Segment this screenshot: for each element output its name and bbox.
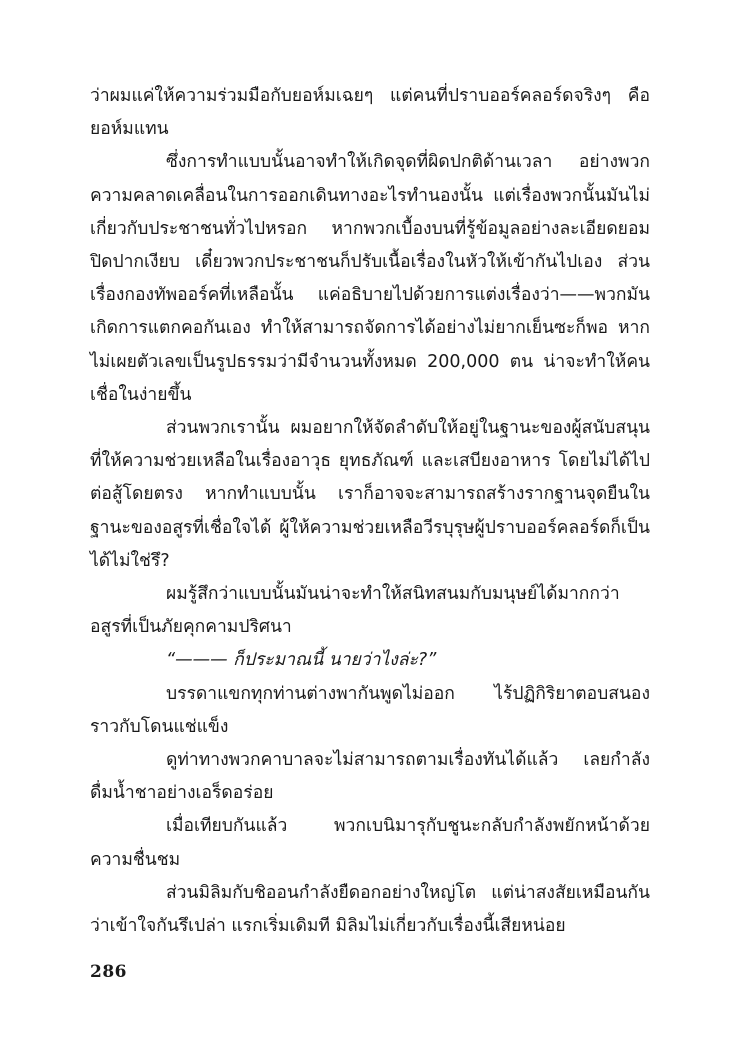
paragraph-4: ผมรู้สึกว่าแบบนั้นมันน่าจะทำให้สนิทสนมกับมนุษย์ได้มากกว่าอสูรที่เป็นภัยคุกคามปริศนา <box>90 584 620 638</box>
paragraph-1: ว่าผมแค่ให้ความร่วมมือกับยอห์มเฉยๆ แต่คนที่ปราบออร์คลอร์ดจริงๆ คือยอห์มแทน <box>90 86 650 140</box>
paragraph-9: ส่วนมิลิมกับชิออนกำลังยืดอกอย่างใหญ่โต แต่น่าสงสัยเหมือนกันว่าเข้าใจกันรึเปล่า แรกเริ่มเดิมที มิลิมไม่เกี่ยวกับเรื่องนี้เสียหน่อย <box>90 882 650 937</box>
page-number: 286 <box>90 962 127 982</box>
paragraph-3: ส่วนพวกเรานั้น ผมอยากให้จัดลำดับให้อยู่ในฐานะของผู้สนับสนุนที่ให้ความช่วยเหลือในเรื่องอาวุธ ยุทธภัณฑ์ และเสบียงอาหาร โดยไม่ได้ไปต่อสู้โดยตรง หากทำแบบนั้น เราก็อาจจะสามารถสร้างรากฐานจุดยืนในฐานะของอสูรที่เชื่อใจได้ ผู้ให้ความช่วยเหลือวีรบุรุษผู้ปราบออร์คลอร์ดก็เป็นได้ไม่ใช่รึ? <box>90 418 650 571</box>
paragraph-8: เมื่อเทียบกันแล้ว พวกเบนิมารุกับชูนะกลับกำลังพยักหน้าด้วยความชื่นชม <box>90 816 650 870</box>
paragraph-2: ซึ่งการทำแบบนั้นอาจทำให้เกิดจุดที่ผิดปกติด้านเวลา อย่างพวกความคลาดเคลื่อนในการออกเดินทางอะไรทำนองนั้น แต่เรื่องพวกนั้นมันไม่เกี่ยวกับประชาชนทั่วไปหรอก หากพวกเบื้องบนที่รู้ข้อมูลอย่างละเอียดยอมปิดปากเงียบ เดี๋ยวพวกประชาชนก็ปรับเนื้อเรื่องในหัวให้เข้ากันไปเอง ส่วนเรื่องกองทัพออร์คที่เหลือนั้น แค่อธิบายไปด้วยการแต่งเรื่องว่า——พวกมันเกิดการแตกคอกันเอง ทำให้สามารถจัดการได้อย่างไม่ยากเย็นซะก็พอ หากไม่เผยตัวเลขเป็นรูปธรรมว่ามีจำนวนทั้งหมด 200,000 ตน น่าจะทำให้คนเชื่อในง่ายขึ้น <box>90 152 650 405</box>
page-body <box>90 80 650 943</box>
paragraph-7: ดูท่าทางพวกคาบาลจะไม่สามารถตามเรื่องทันได้แล้ว เลยกำลังดื่มน้ำชาอย่างเอร็ดอร่อย <box>90 750 650 804</box>
dialogue-line: “——— ก็ประมาณนี้ นายว่าไงล่ะ?” <box>166 650 437 671</box>
paragraph-6: บรรดาแขกทุกท่านต่างพากันพูดไม่ออก ไร้ปฏิกิริยาตอบสนองราวกับโดนแช่แข็ง <box>90 683 650 737</box>
